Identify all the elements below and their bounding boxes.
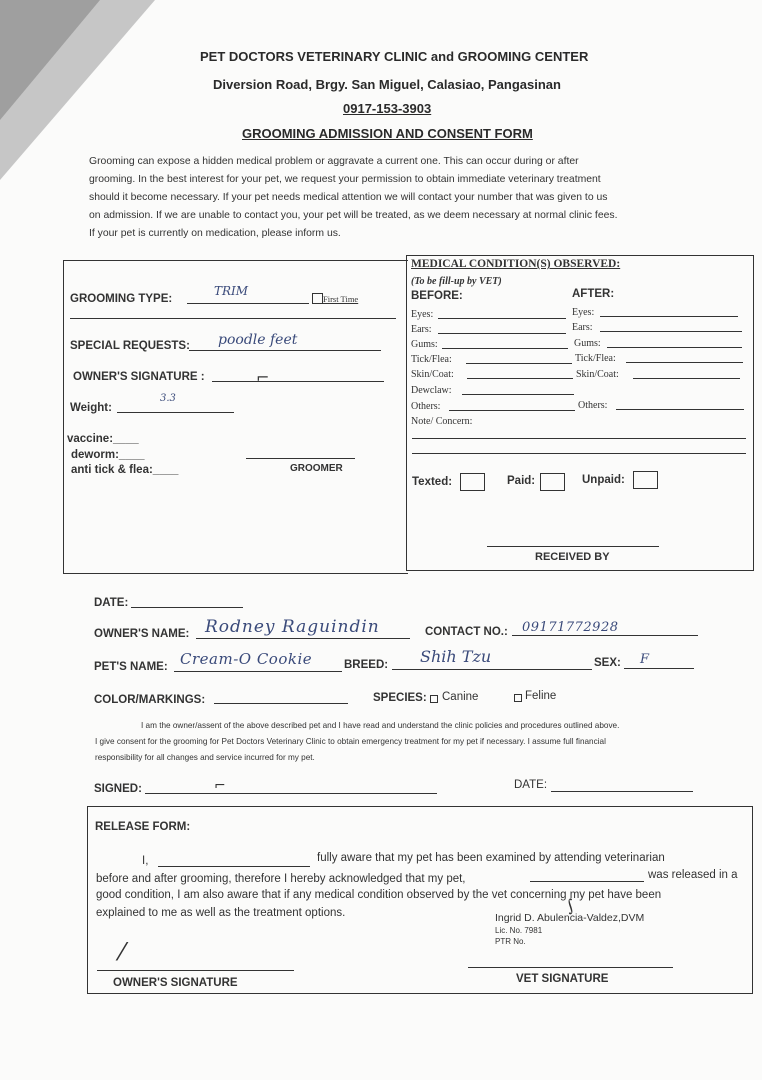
owner-name-label: OWNER'S NAME: <box>94 628 190 640</box>
pet-name-label: PET'S NAME: <box>94 661 168 673</box>
before-field: Tick/Flea: <box>411 354 452 365</box>
grooming-type-label: GROOMING TYPE: <box>70 293 173 305</box>
first-time-checkbox[interactable] <box>312 293 323 304</box>
pet-name-value: Cream-O Cookie <box>180 650 313 668</box>
signed-label: SIGNED: <box>94 783 142 795</box>
canine-label: Canine <box>442 691 479 703</box>
breed-label: BREED: <box>344 659 389 671</box>
release-line2-b: was released in a <box>648 869 738 881</box>
note-concern-label: Note/ Concern: <box>411 416 473 427</box>
after-field: Gums: <box>574 338 601 349</box>
paid-label: Paid: <box>507 475 536 487</box>
date-label: DATE: <box>94 597 129 609</box>
after-label: AFTER: <box>572 288 615 300</box>
color-markings-label: COLOR/MARKINGS: <box>94 694 206 706</box>
texted-checkbox[interactable] <box>460 473 485 491</box>
consent-line: I give consent for the grooming for Pet Doctors Veterinary Clinic to obtain emergency treatment for my pet if necessary. I assume full financial <box>95 737 606 746</box>
before-field: Others: <box>411 401 441 412</box>
feline-label: Feline <box>525 690 557 702</box>
special-requests-value: poodle feet <box>218 332 298 348</box>
deworm-label: deworm:____ <box>71 449 145 461</box>
page-fold-shadow-dark <box>0 0 100 120</box>
consent-line: I am the owner/assent of the above described pet and I have read and understand the clinic policies and procedures outlined above. <box>141 721 620 730</box>
before-field: Dewclaw: <box>411 385 452 396</box>
release-line1-a: I, <box>142 855 149 867</box>
medical-box <box>406 255 754 571</box>
consent-line: responsibility for all changes and service incurred for my pet. <box>95 753 315 762</box>
feline-checkbox[interactable] <box>514 694 522 702</box>
release-line3: good condition, I am also aware that if any medical condition observed by the vet concerning my pet have been <box>96 889 662 901</box>
form-title: GROOMING ADMISSION AND CONSENT FORM <box>242 126 533 141</box>
intro-line: on admission. If we are unable to contact you, your pet will be treated, as we deem necessary at normal clinic fees. <box>89 210 618 221</box>
breed-value: Shih Tzu <box>420 647 492 666</box>
vet-ptr: PTR No. <box>495 937 526 946</box>
vaccine-label: vaccine:____ <box>67 433 139 445</box>
special-requests-label: SPECIAL REQUESTS: <box>70 340 190 352</box>
species-label: SPECIES: <box>373 692 427 704</box>
signed-mark: ⌐ <box>214 778 226 794</box>
clinic-name: PET DOCTORS VETERINARY CLINIC and GROOMING CENTER <box>200 49 589 64</box>
before-field: Gums: <box>411 339 438 350</box>
vet-signature-label: VET SIGNATURE <box>516 973 609 985</box>
unpaid-label: Unpaid: <box>582 474 625 486</box>
owner-signature-label: OWNER'S SIGNATURE : <box>73 371 205 383</box>
unpaid-checkbox[interactable] <box>633 471 658 489</box>
weight-label: Weight: <box>70 402 112 414</box>
signed-date-label: DATE: <box>514 779 548 791</box>
contact-value: 09171772928 <box>522 620 619 635</box>
before-label: BEFORE: <box>411 290 463 302</box>
after-field: Ears: <box>572 322 593 333</box>
vet-lic: Lic. No. 7981 <box>495 926 543 935</box>
grooming-box <box>63 260 408 574</box>
intro-line: grooming. In the best interest for your pet, we request your permission to obtain immediate veterinary treatment <box>89 174 601 185</box>
release-line4: explained to me as well as the treatment options. <box>96 907 346 919</box>
intro-line: Grooming can expose a hidden medical problem or aggravate a current one. This can occur during or after <box>89 156 579 167</box>
canine-checkbox[interactable] <box>430 695 438 703</box>
medical-subtitle: (To be fill-up by VET) <box>411 276 502 287</box>
after-field: Tick/Flea: <box>575 353 616 364</box>
before-field: Ears: <box>411 324 432 335</box>
owner-name-value: Rodney Raguindin <box>205 617 380 637</box>
received-by-label: RECEIVED BY <box>535 551 610 563</box>
after-field: Others: <box>578 400 608 411</box>
groomer-label: GROOMER <box>290 463 343 474</box>
after-field: Skin/Coat: <box>576 369 619 380</box>
clinic-address: Diversion Road, Brgy. San Miguel, Calasiao, Pangasinan <box>213 77 561 92</box>
contact-label: CONTACT NO.: <box>425 626 508 638</box>
first-time-label: First Time <box>323 294 359 304</box>
weight-value: 3.3 <box>160 393 176 404</box>
intro-line: If your pet is currently on medication, please inform us. <box>89 228 341 239</box>
grooming-type-value: TRIM <box>214 284 249 298</box>
owner-signature-release-label: OWNER'S SIGNATURE <box>113 977 238 989</box>
before-field: Skin/Coat: <box>411 369 454 380</box>
owner-release-signature-mark: ⁄ <box>120 938 125 966</box>
sex-value: F <box>640 652 650 667</box>
before-field: Eyes: <box>411 309 434 320</box>
texted-label: Texted: <box>412 476 453 488</box>
vet-signature-mark: ∫ <box>563 895 578 916</box>
sex-label: SEX: <box>594 657 621 669</box>
intro-paragraph <box>89 153 699 243</box>
after-field: Eyes: <box>572 307 595 318</box>
vet-name: Ingrid D. Abulencia-Valdez,DVM <box>495 912 645 924</box>
paid-checkbox[interactable] <box>540 473 565 491</box>
owner-signature-mark: ⌐ <box>256 368 270 387</box>
antitick-label: anti tick & flea:____ <box>71 464 179 476</box>
clinic-phone: 0917-153-3903 <box>343 101 432 116</box>
intro-line: should it become necessary. If your pet needs medical attention we will contact your number that was given to us <box>89 192 608 203</box>
medical-title: MEDICAL CONDITION(S) OBSERVED: <box>411 258 621 270</box>
release-title: RELEASE FORM: <box>95 821 191 833</box>
release-line2-a: before and after grooming, therefore I hereby acknowledged that my pet, <box>96 873 466 885</box>
release-line1-b: fully aware that my pet has been examined by attending veterinarian <box>317 852 665 864</box>
